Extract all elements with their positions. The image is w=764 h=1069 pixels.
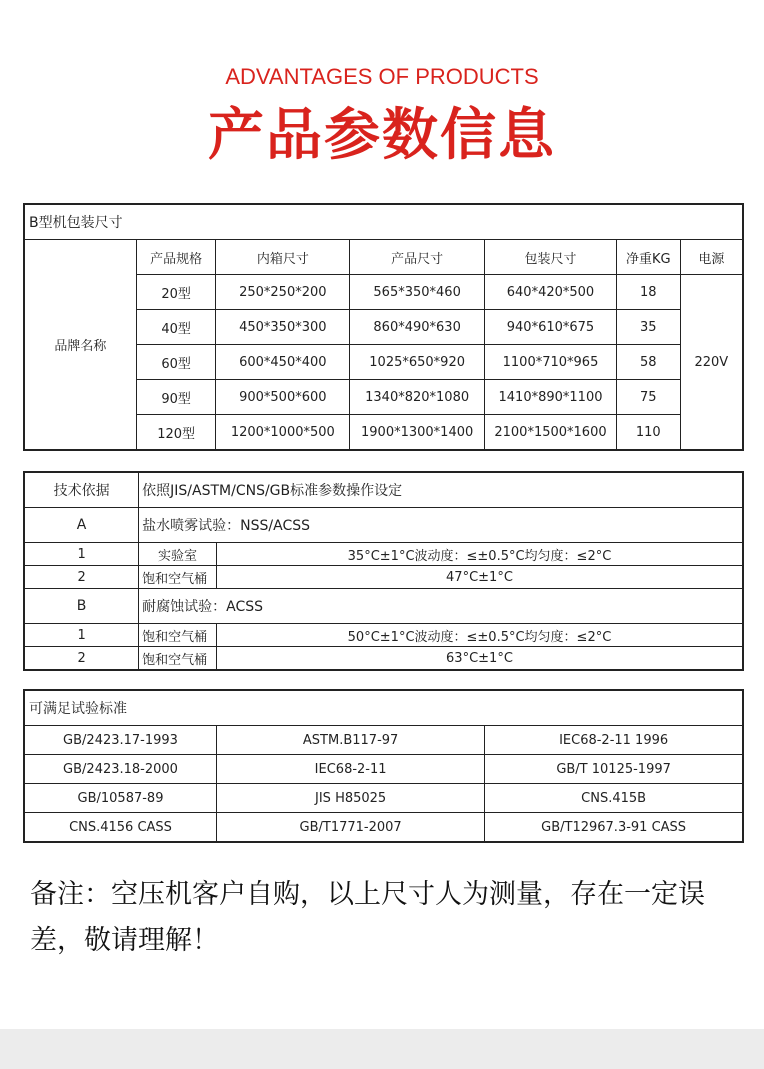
cell-package-size: 1100*710*965 [485, 345, 617, 380]
table-row [24, 755, 743, 784]
remark-note: 备注：空压机客户自购，以上尺寸人为测量，存在一定误差，敬请理解！ [30, 879, 705, 956]
spec-header-row [24, 240, 743, 275]
basis-label: 技术依据 [24, 472, 139, 508]
standard-cell: GB/2423.18-2000 [24, 755, 217, 784]
row-index: 1 [24, 624, 139, 647]
cell-product-size: 1900*1300*1400 [350, 415, 485, 451]
table-row [24, 647, 743, 671]
standards-table-title: 可满足试验标准 [24, 690, 743, 726]
section-title: 耐腐蚀试验：ACSS [139, 589, 743, 624]
cell-inner-box: 900*500*600 [216, 380, 350, 415]
row-index: 2 [24, 647, 139, 671]
cell-product-size: 565*350*460 [350, 275, 485, 310]
page-title: 产品参数信息 [208, 103, 556, 168]
cell-net-weight: 110 [616, 415, 680, 451]
footer-band [0, 1029, 764, 1069]
cell-inner-box: 600*450*400 [216, 345, 350, 380]
cell-package-size: 1410*890*1100 [485, 380, 617, 415]
tech-table [23, 471, 744, 671]
row-value: 50°C±1°C波动度：≤±0.5°C均匀度：≤2°C [216, 624, 743, 647]
row-item: 实验室 [139, 543, 217, 566]
spec-table-title: B型机包装尺寸 [24, 204, 743, 240]
cell-net-weight: 18 [616, 275, 680, 310]
cell-product-size: 1340*820*1080 [350, 380, 485, 415]
cell-package-size: 640*420*500 [485, 275, 617, 310]
basis-value: 依照JIS/ASTM/CNS/GB标准参数操作设定 [139, 472, 743, 508]
cell-model: 40型 [136, 310, 216, 345]
cell-inner-box: 250*250*200 [216, 275, 350, 310]
row-value: 47°C±1°C [216, 566, 743, 589]
column-header: 包装尺寸 [485, 240, 617, 275]
cell-inner-box: 450*350*300 [216, 310, 350, 345]
standard-cell: GB/10587-89 [24, 784, 217, 813]
cell-product-size: 1025*650*920 [350, 345, 485, 380]
section-id: A [24, 508, 139, 543]
column-header: 净重KG [616, 240, 680, 275]
cell-net-weight: 35 [616, 310, 680, 345]
power-value: 220V [680, 275, 743, 451]
cell-net-weight: 75 [616, 380, 680, 415]
row-index: 2 [24, 566, 139, 589]
row-item: 饱和空气桶 [139, 647, 217, 671]
standard-cell: CNS.415B [485, 784, 743, 813]
row-item: 饱和空气桶 [139, 624, 217, 647]
cell-model: 120型 [136, 415, 216, 451]
spec-table [23, 203, 744, 451]
tech-basis-row [24, 472, 743, 508]
standard-cell: GB/T12967.3-91 CASS [485, 813, 743, 843]
table-row [24, 813, 743, 843]
standard-cell: CNS.4156 CASS [24, 813, 217, 843]
row-index: 1 [24, 543, 139, 566]
column-header: 产品规格 [136, 240, 216, 275]
standard-cell: IEC68-2-11 1996 [485, 726, 743, 755]
standard-cell: IEC68-2-11 [217, 755, 485, 784]
row-item: 饱和空气桶 [139, 566, 217, 589]
section-subtitle-en: ADVANTAGES OF PRODUCTS [225, 64, 539, 89]
cell-package-size: 940*610*675 [485, 310, 617, 345]
standards-table [23, 689, 744, 843]
section-id: B [24, 589, 139, 624]
table-row [24, 784, 743, 813]
cell-inner-box: 1200*1000*500 [216, 415, 350, 451]
table-row [24, 566, 743, 589]
column-header: 电源 [680, 240, 743, 275]
standard-cell: ASTM.B117-97 [217, 726, 485, 755]
cell-product-size: 860*490*630 [350, 310, 485, 345]
standard-cell: JIS H85025 [217, 784, 485, 813]
section-title: 盐水喷雾试验：NSS/ACSS [139, 508, 743, 543]
table-row [24, 726, 743, 755]
cell-model: 60型 [136, 345, 216, 380]
column-header: 内箱尺寸 [216, 240, 350, 275]
row-value: 35°C±1°C波动度：≤±0.5°C均匀度：≤2°C [216, 543, 743, 566]
cell-model: 20型 [136, 275, 216, 310]
table-row [24, 543, 743, 566]
standard-cell: GB/T 10125-1997 [485, 755, 743, 784]
standard-cell: GB/T1771-2007 [217, 813, 485, 843]
cell-model: 90型 [136, 380, 216, 415]
section-header-row [24, 508, 743, 543]
standard-cell: GB/2423.17-1993 [24, 726, 217, 755]
row-value: 63°C±1°C [216, 647, 743, 671]
cell-package-size: 2100*1500*1600 [485, 415, 617, 451]
cell-net-weight: 58 [616, 345, 680, 380]
column-header: 产品尺寸 [350, 240, 485, 275]
table-row [24, 624, 743, 647]
section-header-row [24, 589, 743, 624]
brand-label: 品牌名称 [24, 240, 136, 451]
